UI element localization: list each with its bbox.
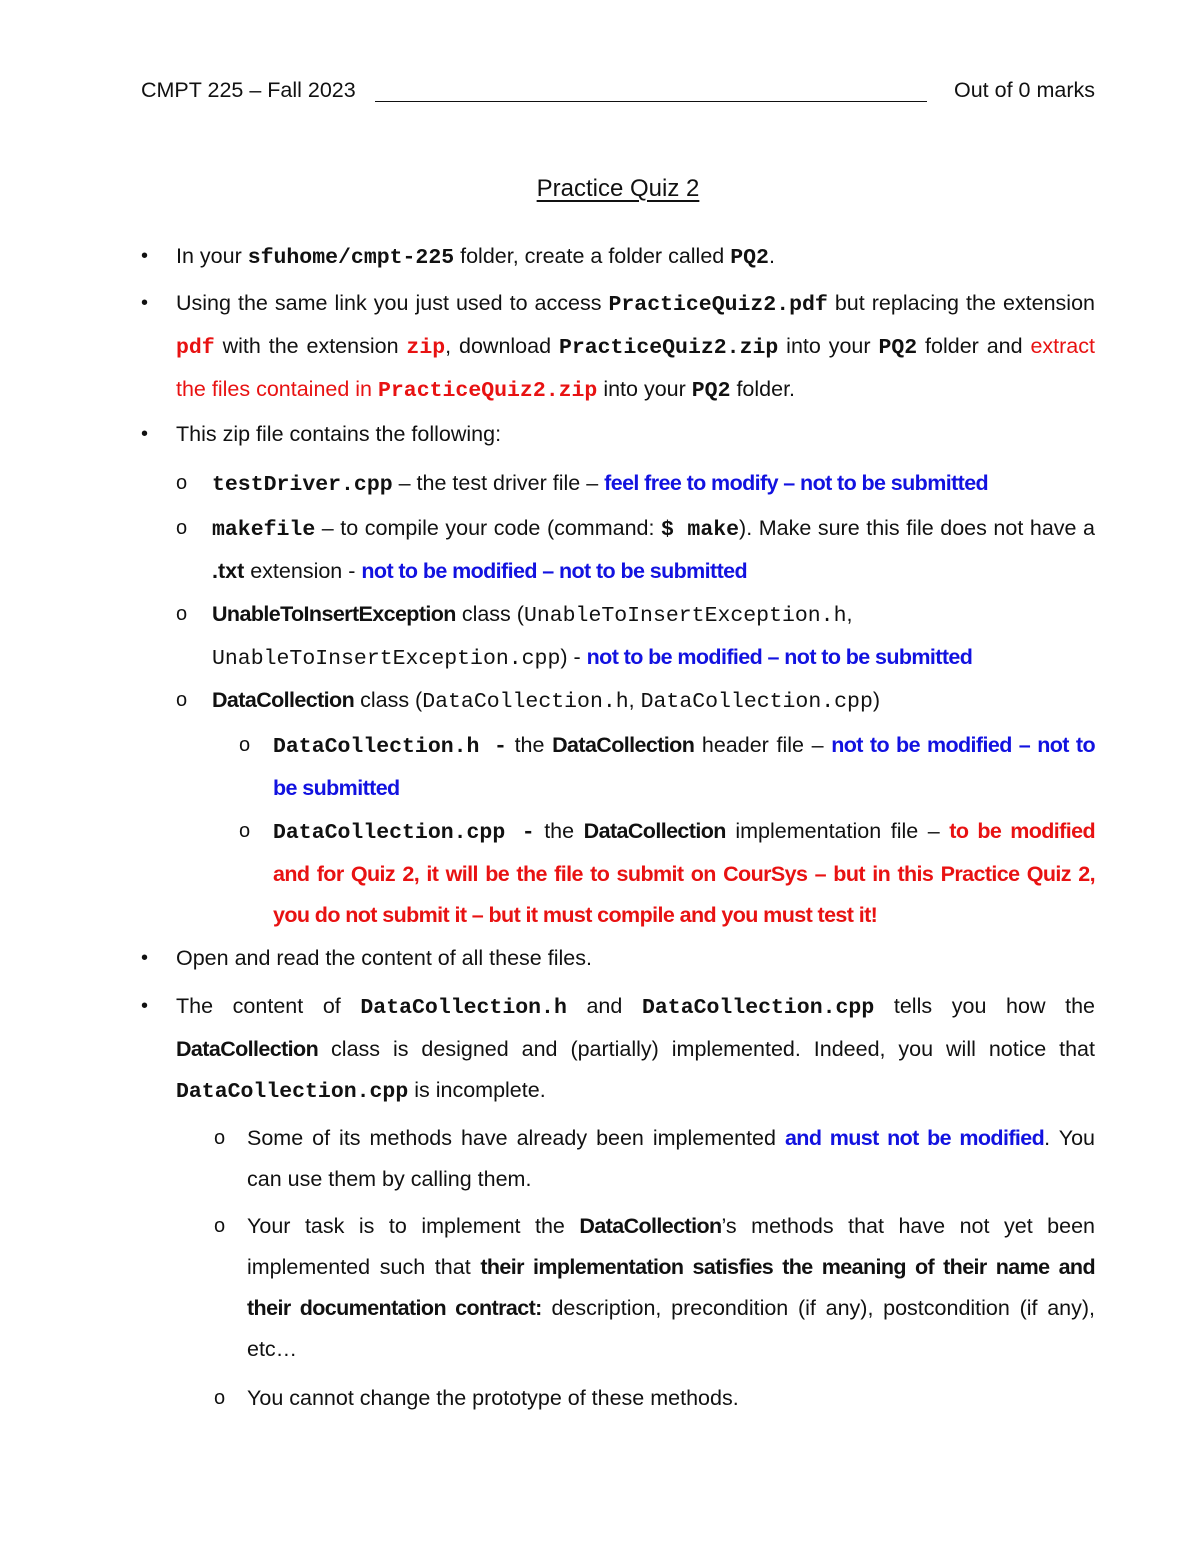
bullet-marker: • [141, 245, 149, 267]
marks-label: Out of 0 marks [954, 78, 1095, 102]
circle-marker: o [239, 734, 251, 756]
header-rule [375, 101, 927, 102]
circle-marker: o [176, 689, 188, 711]
circle-marker: o [176, 517, 188, 539]
bullet-marker: • [141, 995, 149, 1017]
list-item: makefile – to compile your code (command: $ make). Make sure this file does not have a .txt extension - not to be modified – not to be submitted [212, 516, 1095, 583]
circle-marker: o [239, 820, 251, 842]
bullet-marker: • [141, 292, 149, 314]
list-item: DataCollection class (DataCollection.h, DataCollection.cpp) [212, 688, 881, 714]
circle-marker: o [214, 1215, 226, 1237]
list-item: The content of DataCollection.h and DataCollection.cpp tells you how the DataCollection class is designed and (partially) implemented. Indeed, you will notice that DataCollection.cpp is incomplete. [176, 994, 1095, 1104]
circle-marker: o [176, 603, 188, 625]
list-item: You cannot change the prototype of these methods. [247, 1386, 739, 1410]
list-item: testDriver.cpp – the test driver file – feel free to modify – not to be submitted [212, 471, 989, 497]
page-title [0, 175, 1200, 203]
list-item: UnableToInsertException class (UnableToInsertException.h, UnableToInsertException.cpp) - not to be modified – not to be submitted [212, 602, 973, 671]
list-item: In your sfuhome/cmpt-225 folder, create a folder called PQ2. [176, 244, 775, 270]
list-item: This zip file contains the following: [176, 422, 502, 446]
list-item: DataCollection.h - the DataCollection header file – not to be modified – not to be submitted [273, 733, 1095, 800]
circle-marker: o [214, 1127, 226, 1149]
list-item: Open and read the content of all these files. [176, 946, 592, 970]
list-item: Using the same link you just used to access PracticeQuiz2.pdf but replacing the extension pdf with the extension zip, download PracticeQuiz2.zip into your PQ2 folder and extract the files contained in PracticeQuiz2.zip into your PQ2 folder. [176, 291, 1095, 403]
course-label: CMPT 225 – Fall 2023 [141, 78, 356, 102]
bullet-marker: • [141, 947, 149, 969]
circle-marker: o [176, 472, 188, 494]
bullet-marker: • [141, 423, 149, 445]
list-item: DataCollection.cpp - the DataCollection implementation file – to be modified and for Quiz 2, it will be the file to submit on CourSys – but in this Practice Quiz 2, you do not submit it – but it must compile and you must test it! [273, 819, 1095, 927]
list-item: Your task is to implement the DataCollection’s methods that have not yet been implemented such that their implementation satisfies the meaning of their name and their documentation contract: description, precondition (if any), postcondition (if any), etc… [247, 1214, 1096, 1361]
title-text: Practice Quiz 2 [536, 175, 700, 202]
page-header [141, 78, 1095, 108]
list-item: Some of its methods have already been implemented and must not be modified. You can use them by calling them. [247, 1126, 1096, 1191]
circle-marker: o [214, 1387, 226, 1409]
